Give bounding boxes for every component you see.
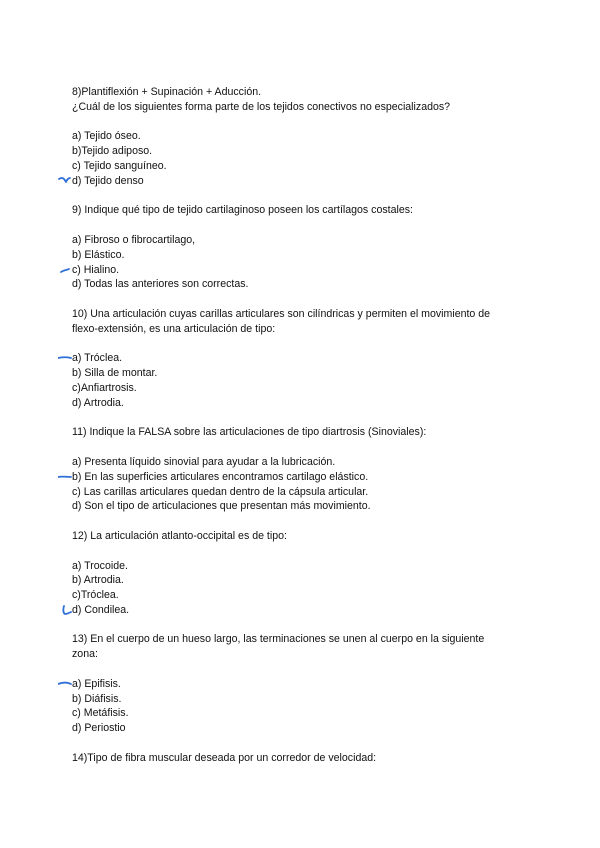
option-b: b) Silla de montar. — [72, 367, 158, 380]
question-sheet — [72, 85, 542, 766]
question-text: 9) Indique qué tipo de tejido cartilaginoso poseen los cartílagos costales: — [72, 204, 413, 217]
option-c-selected: c) Hialino. — [72, 263, 542, 278]
option-a: a) Presenta líquido sinovial para ayudar a la lubricación. — [72, 455, 336, 468]
question-text: 11) Indique la FALSA sobre las articulaciones de tipo diartrosis (Sinoviales): — [72, 426, 427, 439]
question-12 — [72, 529, 542, 618]
option-b-selected: b) En las superficies articulares encontramos cartilago elástico. — [72, 470, 542, 485]
option-b: b)Tejido adiposo. — [72, 145, 153, 158]
option-d-selected: d) Tejido denso — [72, 174, 542, 189]
question-text-line-2: zona: — [72, 648, 98, 661]
question-text-line-1: 10) Una articulación cuyas carillas articulares son cilíndricas y permiten el movimiento de — [72, 307, 491, 320]
option-d-selected: d) Condilea. — [72, 603, 542, 618]
option-d: d) Son el tipo de articulaciones que presentan más movimiento. — [72, 500, 371, 513]
question-11 — [72, 425, 542, 514]
question-intro — [72, 85, 542, 189]
option-a-selected: a) Tróclea. — [72, 351, 542, 366]
option-c: c)Anfiartrosis. — [72, 381, 137, 394]
question-9 — [72, 203, 542, 292]
question-text-line-1: 13) En el cuerpo de un hueso largo, las terminaciones se unen al cuerpo en la siguiente — [72, 633, 485, 646]
question-14 — [72, 751, 542, 766]
question-text-line-2: flexo-extensión, es una articulación de tipo: — [72, 322, 276, 335]
question-10 — [72, 307, 542, 411]
question-8-answer-line: 8)Plantiflexión + Supinación + Aducción. — [72, 86, 262, 98]
question-text: 14)Tipo de fibra muscular deseada por un corredor de velocidad: — [72, 751, 377, 764]
option-d: d) Periostio — [72, 722, 126, 735]
option-c: c) Metáfisis. — [72, 707, 129, 720]
option-b: b) Diáfisis. — [72, 692, 122, 705]
option-c: c) Las carillas articulares quedan dentro de la cápsula articular. — [72, 485, 369, 498]
option-d: d) Artrodia. — [72, 396, 124, 409]
option-a: a) Fibroso o fibrocartilago, — [72, 233, 196, 246]
option-b: b) Elástico. — [72, 248, 125, 261]
option-c: c) Tejido sanguíneo. — [72, 159, 167, 172]
option-a: a) Trocoide. — [72, 559, 128, 572]
question-text: 12) La articulación atlanto-occipital es de tipo: — [72, 529, 287, 542]
option-a-selected: a) Epifisis. — [72, 677, 542, 692]
connective-tissue-question: ¿Cuál de los siguientes forma parte de los tejidos conectivos no especializados? — [72, 100, 451, 113]
option-d: d) Todas las anteriores son correctas. — [72, 278, 249, 291]
option-b: b) Artrodia. — [72, 574, 124, 587]
option-c: c)Tróclea. — [72, 589, 119, 602]
question-13 — [72, 632, 542, 736]
option-a: a) Tejido óseo. — [72, 130, 141, 143]
